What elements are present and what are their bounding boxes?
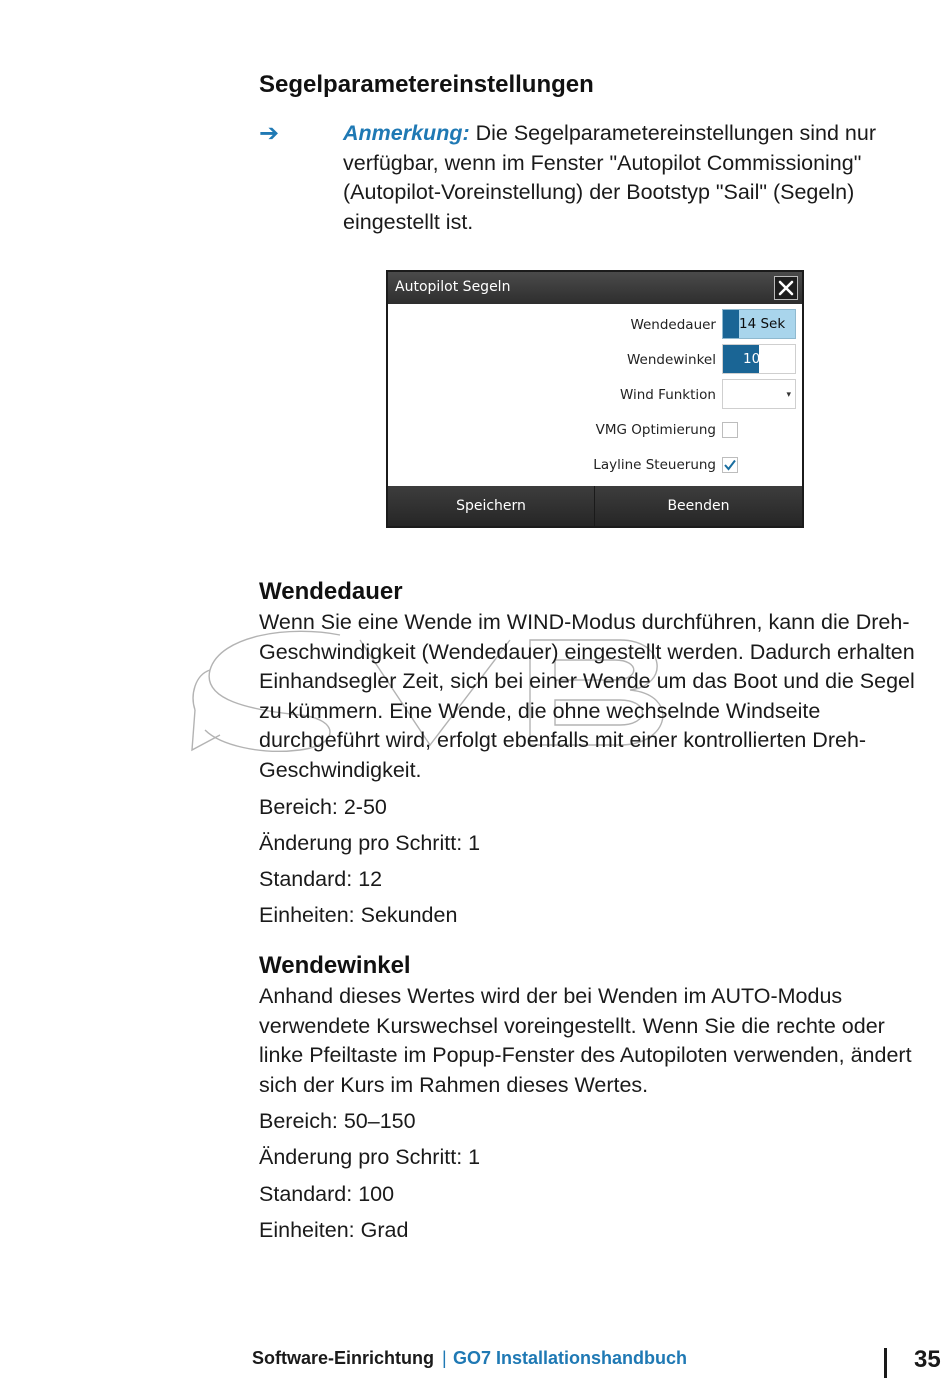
- save-button[interactable]: Speichern: [388, 486, 595, 526]
- wendedauer-body: Wenn Sie eine Wende im WIND-Modus durchführen, kann die Dreh-Geschwindigkeit (Wendedauer) eingestellt werden. Dadurch erhalten Einhandsegler Zeit, sich bei einer Wende um das Boot und die Segel zu kümmern. Eine Wende, die ohne wechselnde Windseite durchgeführt wird, erfolgt ebenfalls mit einer kontrollierten Dreh-Geschwindigkeit.: [259, 610, 915, 782]
- wendewinkel-spec-range: Bereich: 50–150: [259, 1109, 416, 1133]
- wendewinkel-label: Wendewinkel: [626, 352, 716, 368]
- wendedauer-slider-fill: [723, 310, 739, 338]
- wendewinkel-spec-step: Änderung pro Schritt: 1: [259, 1145, 481, 1169]
- vmg-optimierung-checkbox[interactable]: [722, 422, 738, 438]
- note-text: [343, 119, 913, 237]
- layline-steuerung-checkbox[interactable]: [722, 457, 738, 473]
- wendewinkel-value: 100 °: [743, 351, 780, 367]
- close-icon: [778, 280, 794, 296]
- wendewinkel-heading: Wendewinkel: [259, 952, 411, 979]
- wendedauer-heading: Wendedauer: [259, 578, 403, 605]
- wendewinkel-spec-units: Einheiten: Grad: [259, 1218, 409, 1242]
- wendedauer-spec-units: Einheiten: Sekunden: [259, 903, 458, 927]
- note-label: Anmerkung:: [343, 121, 470, 145]
- wendewinkel-spec-default: Standard: 100: [259, 1182, 395, 1206]
- note-body: Die Segelparametereinstellungen sind nur verfügbar, wenn im Fenster "Autopilot Commissioning" (Autopilot-Voreinstellung) der Bootstyp "Sail" (Segeln) eingestellt ist.: [343, 121, 876, 234]
- wendedauer-value: 14 Sek: [739, 316, 786, 332]
- chevron-down-icon: ▾: [786, 390, 791, 400]
- close-button[interactable]: [774, 276, 798, 300]
- footer-separator: |: [442, 1348, 447, 1368]
- autopilot-sail-dialog: [386, 270, 804, 528]
- footer-divider: [884, 1348, 887, 1378]
- wendedauer-label: Wendedauer: [630, 317, 716, 333]
- wendedauer-spec-default: Standard: 12: [259, 867, 383, 891]
- wendewinkel-body: Anhand dieses Wertes wird der bei Wenden im AUTO-Modus verwendete Kurswechsel voreingestellt. Wenn Sie die rechte oder linke Pfeiltaste im Popup-Fenster des Autopiloten verwenden, ändert sich der Kurs im Rahmen dieses Wertes.: [259, 984, 912, 1097]
- footer-section-name: Software-Einrichtung: [252, 1348, 435, 1368]
- wind-funktion-dropdown[interactable]: [722, 379, 796, 409]
- wendewinkel-slider[interactable]: [722, 344, 796, 374]
- footer-book-title: GO7 Installationshandbuch: [453, 1348, 688, 1368]
- wendedauer-spec-step: Änderung pro Schritt: 1: [259, 831, 481, 855]
- wind-funktion-label: Wind Funktion: [619, 387, 716, 403]
- wendedauer-spec-range: Bereich: 2-50: [259, 795, 387, 819]
- arrow-right-icon: ➔: [259, 120, 280, 147]
- dialog-footer: [388, 486, 802, 526]
- vmg-optimierung-label: VMG Optimierung: [595, 422, 716, 438]
- layline-steuerung-label: Layline Steuerung: [593, 457, 716, 473]
- check-icon: [723, 458, 737, 472]
- dialog-title-bar: [388, 272, 802, 304]
- exit-button[interactable]: Beenden: [667, 498, 730, 514]
- wendedauer-slider[interactable]: [722, 309, 796, 339]
- dialog-title: Autopilot Segeln: [395, 279, 511, 295]
- page-number: 35: [914, 1346, 941, 1373]
- section-title: Segelparametereinstellungen: [259, 71, 594, 98]
